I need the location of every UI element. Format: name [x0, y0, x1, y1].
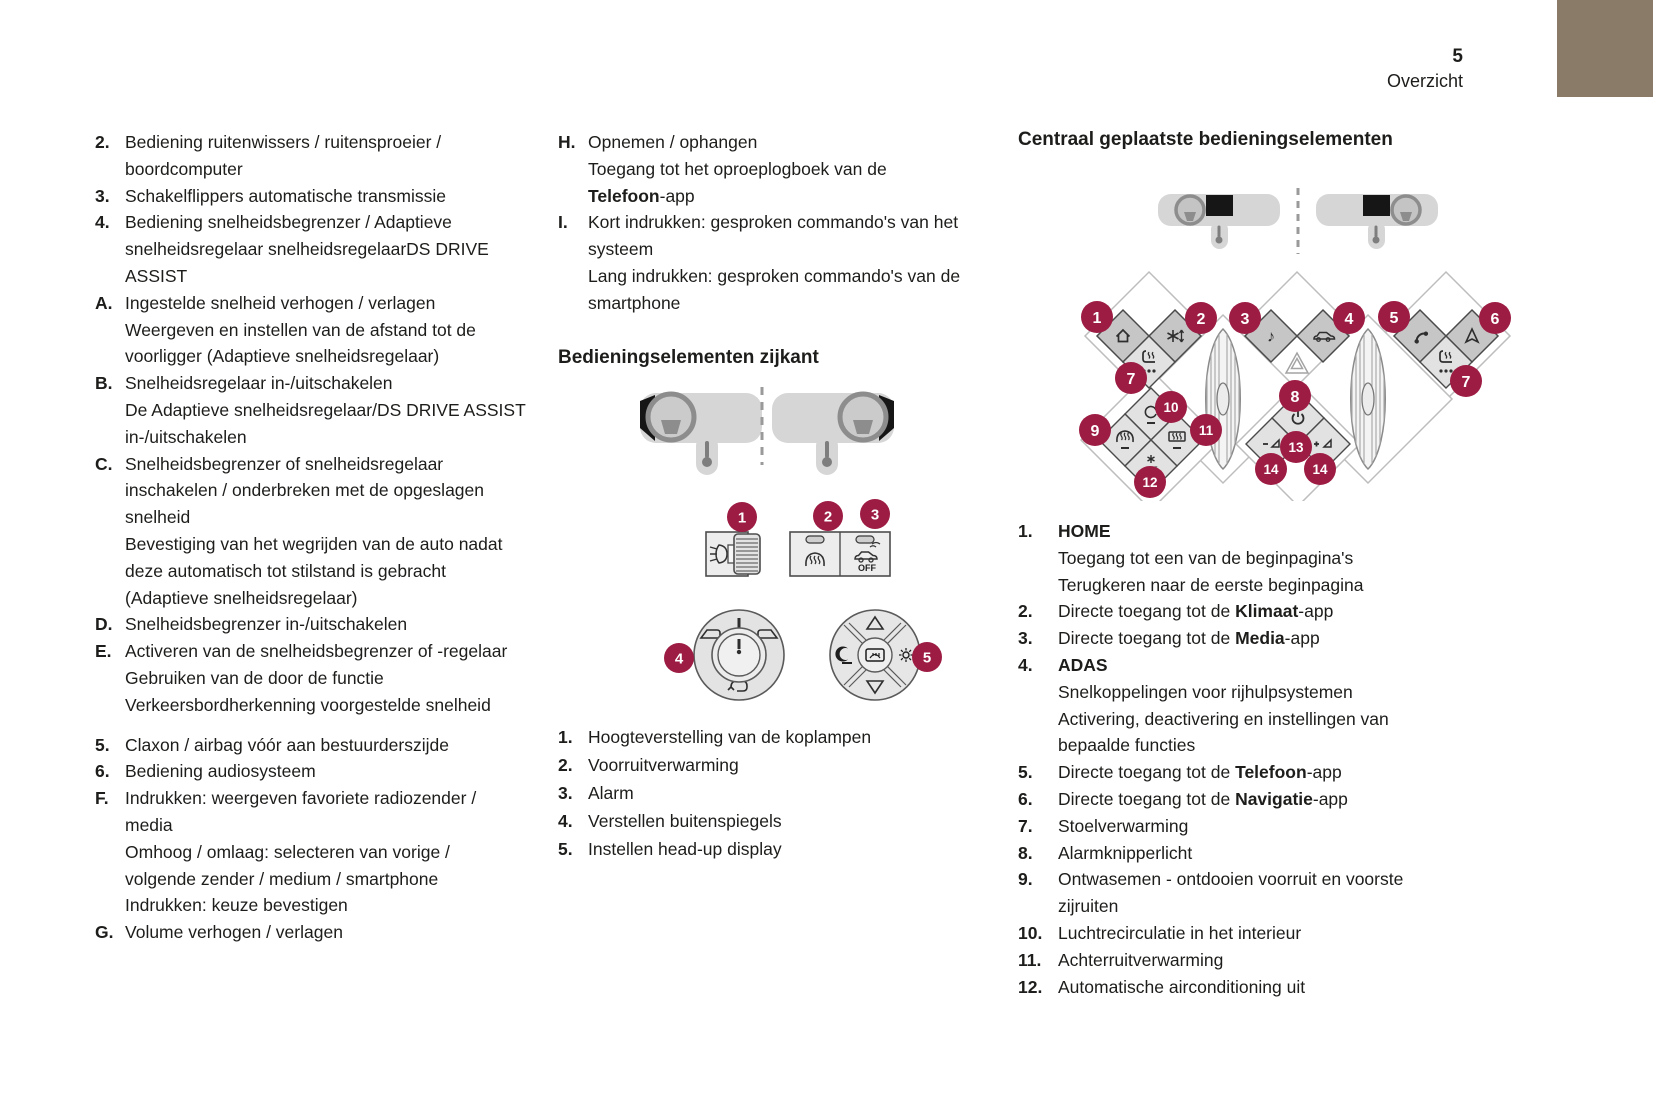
list-marker: 9. — [1018, 869, 1033, 890]
callout-badge-13 — [1280, 431, 1312, 463]
list-item — [1018, 947, 1550, 974]
list-item-text: Activeren van de snelheidsbegrenzer of -regelaar Gebruiken van de door de functie Verkeersbordherkenning voorgestelde snelheid — [125, 641, 508, 715]
list-marker: 5. — [1018, 762, 1033, 783]
svg-text:2: 2 — [823, 507, 833, 525]
list-item — [95, 785, 547, 919]
list-marker: F. — [95, 788, 109, 809]
side-controls-heading: Bedieningselementen zijkant — [558, 346, 819, 368]
list-marker: 6. — [1018, 788, 1033, 809]
callout-badge-4 — [1333, 302, 1365, 334]
callout-badge-14 — [1304, 453, 1336, 485]
callout-badge-7 — [1115, 362, 1147, 394]
dashboard-left-silhouette — [1158, 194, 1280, 249]
list-marker: 1. — [1018, 521, 1033, 541]
list-marker: 3. — [1018, 628, 1033, 649]
list-marker: D. — [95, 614, 113, 635]
list-item-text: Voorruitverwarming — [588, 754, 739, 775]
svg-text:11: 11 — [1198, 422, 1214, 438]
list-item-text: Stoelverwarming — [1058, 815, 1189, 836]
svg-text:5: 5 — [922, 648, 932, 666]
list-marker: C. — [95, 453, 113, 474]
callout-badge-6 — [1479, 302, 1511, 334]
list-item — [95, 758, 547, 785]
section-title: Overzicht — [1386, 71, 1463, 91]
list-marker: 12. — [1018, 976, 1043, 997]
list-item-text: Volume verhogen / verlagen — [125, 922, 343, 943]
side-controls-diagram — [630, 383, 960, 713]
middle-column — [558, 129, 998, 863]
list-item — [1018, 759, 1550, 786]
voice-phone-list — [558, 129, 998, 317]
list-item-text: Snelheidsregelaar in-/uitschakelen De Adaptieve snelheidsregelaar/DS DRIVE ASSIST in-/uitschakelen — [125, 373, 526, 447]
list-marker: B. — [95, 373, 113, 394]
list-item — [95, 209, 547, 289]
list-item-text: Directe toegang tot de Telefoon-app — [1058, 762, 1342, 783]
list-item-text: Opnemen / ophangen Toegang tot het oproeplogboek van de Telefoon-app — [588, 132, 887, 206]
svg-text:12: 12 — [1142, 474, 1158, 490]
callout-badge-11 — [1190, 414, 1222, 446]
svg-text:2: 2 — [1196, 310, 1206, 328]
svg-text:1: 1 — [737, 508, 747, 526]
list-item-text: Hoogteverstelling van de koplampen — [588, 726, 872, 747]
list-item-text: Directe toegang tot de Navigatie-app — [1058, 788, 1348, 809]
mirror-adjust-knob-icon — [694, 610, 784, 700]
callout-badge-8 — [1279, 380, 1311, 412]
list-item-text: Bediening snelheidsbegrenzer / Adaptieve snelheidsregelaar snelheidsregelaarDS DRIVE ASSIST — [125, 212, 489, 286]
list-marker: E. — [95, 641, 112, 662]
callout-badge-1 — [1081, 301, 1113, 333]
callout-badge-14 — [1255, 453, 1287, 485]
list-marker: 4. — [558, 810, 573, 831]
list-item-text: Achterruitverwarming — [1058, 949, 1224, 970]
list-item-text: Verstellen buitenspiegels — [588, 810, 782, 831]
list-marker: 11. — [1018, 949, 1042, 970]
list-item-text: Alarm — [588, 782, 634, 803]
list-marker: 3. — [95, 185, 110, 206]
callout-badge-12 — [1134, 466, 1166, 498]
list-item-text: Kort indrukken: gesproken commando's van het systeem Lang indrukken: gesproken commando's van de smartphone — [588, 212, 961, 313]
steering-wheel-list — [95, 129, 547, 946]
list-marker: 7. — [1018, 815, 1033, 836]
callout-badge-5 — [1378, 301, 1410, 333]
svg-text:3: 3 — [870, 505, 880, 523]
svg-text:3: 3 — [1240, 310, 1250, 328]
list-marker: 2. — [558, 754, 573, 775]
list-item-text: Bediening ruitenwissers / ruitensproeier / boordcomputer — [125, 132, 442, 179]
callout-badge-10 — [1155, 391, 1187, 423]
list-item-text: Snelheidsbegrenzer in-/uitschakelen — [125, 614, 408, 635]
list-marker: 2. — [1018, 601, 1033, 622]
central-controls-location-marker — [1206, 195, 1233, 216]
list-item — [1018, 813, 1550, 840]
list-item — [558, 751, 998, 779]
list-item-text: ADAS Snelkoppelingen voor rijhulpsystemen Activering, deactivering en instellingen van bepaalde functies — [1058, 654, 1389, 756]
list-item — [1018, 518, 1550, 598]
list-marker: 4. — [95, 212, 110, 233]
list-item-text: Luchtrecirculatie in het interieur — [1058, 922, 1302, 943]
list-item — [95, 919, 547, 946]
callout-badge-9 — [1079, 414, 1111, 446]
side-controls-legend — [558, 723, 998, 863]
callout-badge-3 — [860, 499, 890, 529]
list-item — [1018, 598, 1550, 625]
list-item — [558, 779, 998, 807]
list-marker: 5. — [558, 838, 573, 859]
svg-text:14: 14 — [1312, 461, 1328, 477]
list-item — [95, 732, 547, 759]
list-item-text: Bediening audiosysteem — [125, 761, 316, 782]
right-column — [1018, 126, 1550, 1000]
dashboard-right-silhouette — [1316, 194, 1438, 249]
list-item — [95, 611, 547, 638]
list-marker: G. — [95, 922, 114, 943]
left-column — [95, 129, 547, 946]
list-item — [1018, 652, 1550, 759]
media-icon: ♪ — [1267, 328, 1275, 346]
list-item — [558, 209, 998, 316]
more-dots-icon — [1439, 369, 1452, 372]
svg-text:4: 4 — [1344, 310, 1354, 328]
list-item-text: Alarmknipperlicht — [1058, 842, 1193, 863]
list-marker: 6. — [95, 761, 110, 782]
list-item — [1018, 920, 1550, 947]
svg-text:1: 1 — [1092, 309, 1102, 327]
list-item — [95, 638, 547, 718]
svg-text:7: 7 — [1461, 373, 1471, 391]
svg-text:14: 14 — [1263, 461, 1279, 477]
list-marker: 1. — [558, 726, 573, 747]
callout-badge-1 — [727, 502, 757, 532]
list-item-text: Ontwasemen - ontdooien voorruit en voorste zijruiten — [1058, 869, 1404, 917]
list-item-text: Claxon / airbag vóór aan bestuurderszijde — [125, 734, 449, 755]
list-item — [558, 723, 998, 751]
dashboard-left-silhouette — [640, 393, 762, 475]
list-marker: H. — [558, 132, 576, 152]
list-marker: 4. — [1018, 654, 1033, 675]
callout-badge-3 — [1229, 302, 1261, 334]
list-item-text: Directe toegang tot de Media-app — [1058, 628, 1320, 649]
svg-text:5: 5 — [1389, 309, 1399, 327]
list-marker: I. — [558, 212, 568, 233]
callout-badge-5 — [912, 642, 942, 672]
page-number: 5 — [1452, 46, 1463, 67]
list-item-text: Indrukken: weergeven favoriete radiozender / media Omhoog / omlaag: selecteren van vorige / volgende zender / medium / smartphone Indrukken: keuze bevestigen — [125, 788, 477, 916]
page-header — [1387, 44, 1463, 94]
list-item — [95, 370, 547, 450]
list-marker: 2. — [95, 132, 110, 152]
callout-badge-7 — [1450, 365, 1482, 397]
list-item — [558, 807, 998, 835]
callout-badge-2 — [813, 501, 843, 531]
list-item — [95, 129, 547, 183]
list-marker: 10. — [1018, 922, 1043, 943]
list-item-text: HOME Toegang tot een van de beginpagina's Terugkeren naar de eerste beginpagina — [1058, 521, 1364, 595]
list-marker: 5. — [95, 734, 110, 755]
list-marker: A. — [95, 292, 113, 313]
list-item — [1018, 786, 1550, 813]
list-item-text: Schakelflippers automatische transmissie — [125, 185, 446, 206]
list-item — [558, 129, 998, 209]
side-button-pair — [790, 532, 890, 576]
callout-badge-4 — [664, 643, 694, 673]
list-item — [95, 290, 547, 370]
list-item — [95, 183, 547, 210]
central-controls-heading: Centraal geplaatste bedieningselementen — [1018, 129, 1393, 150]
svg-text:10: 10 — [1163, 399, 1179, 415]
list-item-text: Automatische airconditioning uit — [1058, 976, 1306, 997]
svg-text:6: 6 — [1490, 310, 1500, 328]
list-item — [1018, 974, 1550, 1001]
list-item — [558, 835, 998, 863]
svg-text:13: 13 — [1288, 439, 1304, 455]
central-controls-diagram — [1018, 166, 1528, 501]
central-controls-legend — [1018, 518, 1550, 1000]
headlight-leveling-dial-icon — [706, 532, 760, 576]
corner-block — [1557, 0, 1653, 97]
list-item-text: Instellen head-up display — [588, 838, 782, 859]
hud-pad-icon — [830, 610, 920, 700]
list-marker: 8. — [1018, 842, 1033, 863]
list-item — [1018, 625, 1550, 652]
list-item-text: Snelheidsbegrenzer of snelheidsregelaar inschakelen / onderbreken met de opgeslagen snelheid Bevestiging van het wegrijden van de auto nadat deze automatisch tot stilstand is gebracht (Adaptieve snelheidsregelaar) — [125, 453, 503, 608]
list-item — [95, 451, 547, 612]
svg-text:4: 4 — [674, 649, 684, 667]
svg-text:9: 9 — [1090, 422, 1100, 440]
dashboard-right-silhouette — [772, 393, 894, 475]
callout-badge-2 — [1185, 302, 1217, 334]
svg-text:8: 8 — [1290, 388, 1300, 406]
list-item — [1018, 866, 1550, 920]
list-item-text: Ingestelde snelheid verhogen / verlagen Weergeven en instellen van de afstand tot de voorligger (Adaptieve snelheidsregelaar) — [125, 292, 476, 367]
svg-text:OFF: OFF — [858, 562, 876, 573]
svg-text:7: 7 — [1126, 370, 1136, 388]
list-marker: 3. — [558, 782, 573, 803]
list-item-text: Directe toegang tot de Klimaat-app — [1058, 601, 1334, 622]
list-item — [1018, 840, 1550, 867]
